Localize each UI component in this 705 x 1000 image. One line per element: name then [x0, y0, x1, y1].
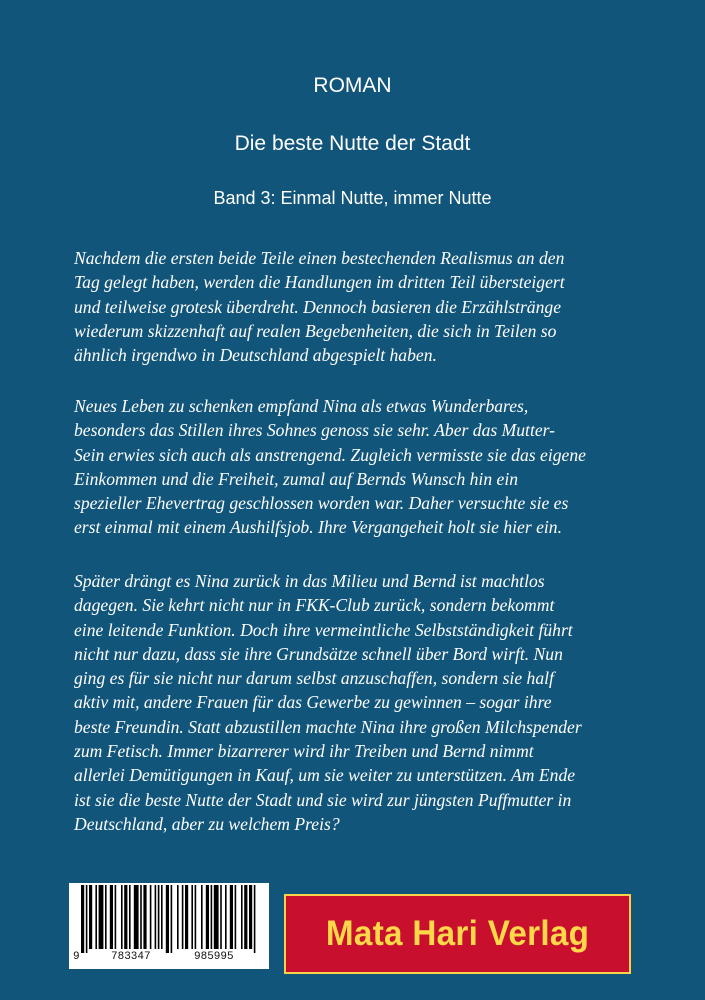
- publisher-name: Mata Hari Verlag: [325, 914, 590, 953]
- blurb-line: erst einmal mit einem Aushilfsjob. Ihre Vergangeheit holt sie hier ein.: [74, 517, 562, 538]
- barcode-digits-right: 985995: [194, 951, 234, 963]
- blurb-line: Deutschland, aber zu welchem Preis?: [74, 813, 340, 834]
- blurb-line: ähnlich irgendwo in Deutschland abgespielt haben.: [74, 345, 437, 366]
- blurb-line: Einkommen und die Freiheit, zumal auf Bernds Wunsch hin ein: [74, 468, 519, 489]
- blurb-line: Später drängt es Nina zurück in das Milieu und Bernd ist machtlos: [74, 571, 545, 591]
- blurb-line: zum Fetisch. Immer bizarrerer wird ihr Treiben und Bernd nimmt: [74, 741, 534, 762]
- blurb-line: spezieller Ehevertrag geschlossen worden war. Daher versuchte sie es: [74, 493, 569, 514]
- blurb-paragraph-2: [74, 394, 634, 540]
- publisher-logo: [284, 894, 631, 974]
- barcode-digit-lead: 9: [73, 951, 80, 963]
- barcode-bars: [69, 883, 269, 953]
- genre-label: ROMAN: [313, 74, 392, 97]
- blurb-line: ging es für sie nicht nur darum selbst anzuschaffen, sondern sie half: [74, 668, 554, 689]
- blurb-line: ist sie die beste Nutte der Stadt und sie wird zur jüngsten Puffmutter in: [74, 789, 572, 810]
- book-title: Die beste Nutte der Stadt: [234, 132, 471, 155]
- blurb-line: Sein erwies sich auch als anstrengend. Zugleich vermisste sie das eigene: [74, 444, 586, 465]
- blurb-line: beste Freundin. Statt abzustillen machte Nina ihre großen Milchspender: [74, 716, 582, 737]
- blurb-line: nicht nur dazu, dass sie ihre Grundsätze schnell über Bord wirft. Nun: [74, 643, 563, 664]
- book-subtitle: Band 3: Einmal Nutte, immer Nutte: [213, 188, 492, 208]
- blurb-paragraph-1: [74, 246, 634, 367]
- blurb-line: wiederum skizzenhaft auf realen Begebenheiten, die sich in Teilen so: [74, 320, 557, 341]
- blurb-paragraph-3: [74, 569, 634, 836]
- barcode-digits: [69, 951, 269, 967]
- blurb-line: Nachdem die ersten beide Teile einen bestechenden Realismus an den: [74, 248, 565, 268]
- blurb-line: allerlei Demütigungen in Kauf, um sie weiter zu unterstützen. Am Ende: [74, 765, 576, 786]
- isbn-barcode: [69, 883, 269, 969]
- barcode-digits-left: 783347: [111, 951, 151, 963]
- blurb-line: eine leitende Funktion. Doch ihre vermeintliche Selbstständigkeit führt: [74, 619, 573, 640]
- blurb-line: dagegen. Sie kehrt nicht nur in FKK-Club zurück, sondern bekommt: [74, 595, 555, 616]
- blurb-line: aktiv mit, andere Frauen für das Gewerbe zu gewinnen – sogar ihre: [74, 692, 552, 713]
- blurb-line: Neues Leben zu schenken empfand Nina als etwas Wunderbares,: [74, 396, 529, 416]
- blurb-line: besonders das Stillen ihres Sohnes genoss sie sehr. Aber das Mutter-: [74, 420, 556, 441]
- blurb-line: Tag gelegt haben, werden die Handlungen im dritten Teil übersteigert: [74, 272, 565, 293]
- blurb-line: und teilweise grotesk überdreht. Dennoch basieren die Erzählstränge: [74, 296, 562, 317]
